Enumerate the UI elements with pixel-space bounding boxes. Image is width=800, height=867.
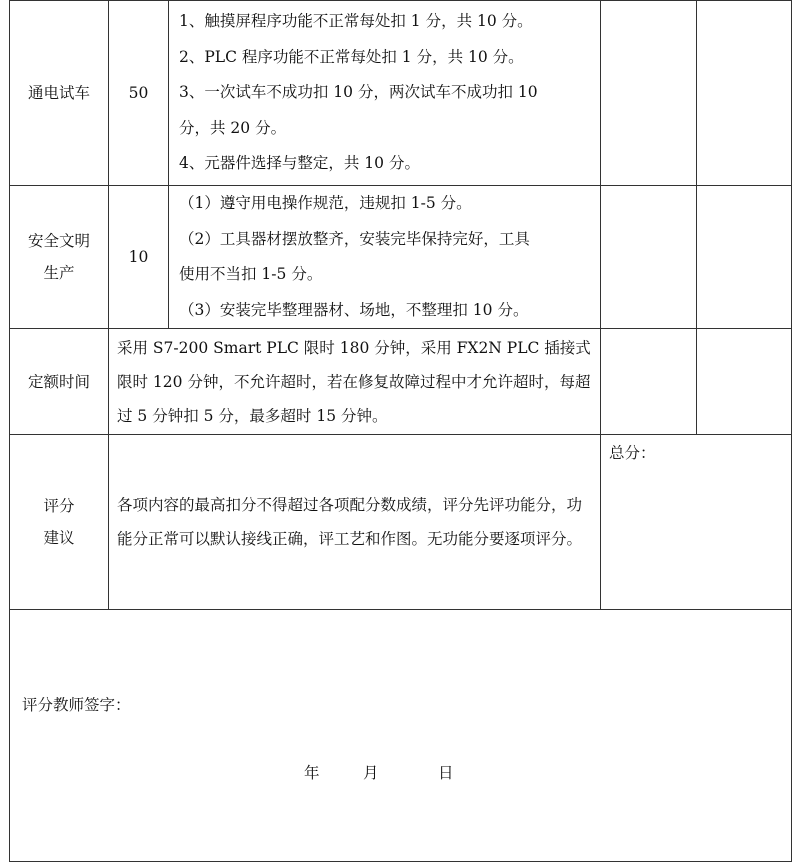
criteria-line: （1）遵守用电操作规范，违规扣 1-5 分。 (179, 194, 472, 212)
criteria-line: 2、PLC 程序功能不正常每处扣 1 分，共 10 分。 (179, 47, 524, 66)
deduction-cell[interactable] (601, 329, 697, 435)
criteria-line: （3）安装完毕整理器材、场地，不整理扣 10 分。 (179, 300, 529, 319)
date-day: 日 (438, 763, 454, 782)
total-score-label: 总分： (609, 444, 656, 462)
score-value: 10 (128, 248, 149, 266)
score-cell (109, 186, 169, 329)
date-month: 月 (363, 763, 379, 782)
item-name-line: 生产 (43, 264, 75, 282)
criteria-line: 使用不当扣 1-5 分。 (179, 265, 323, 283)
item-name-cell (10, 329, 109, 435)
criteria-cell (169, 186, 601, 329)
item-name-cell (10, 1, 109, 186)
criteria-line: 1、触摸屏程序功能不正常每处扣 1 分，共 10 分。 (179, 12, 533, 31)
criteria-line: 3、一次试车不成功扣 10 分，两次试车不成功扣 10 (179, 83, 538, 102)
item-name: 通电试车 (27, 84, 90, 102)
time-limit-text: 采用 S7-200 Smart PLC 限时 180 分钟，采用 FX2N PLC 插接式限时 120 分钟，不允许超时，若在修复故障过程中才允许超时，每超过 5 分钟扣 5 分，最多超时 15 分钟。 (109, 329, 601, 435)
table-row (10, 329, 792, 435)
suggestion-text: 各项内容的最高扣分不得超过各项配分数成绩，评分先评功能分，功能分正常可以默认接线正确，评工艺和作图。无功能分要逐项评分。 (109, 435, 601, 610)
item-name-line: 安全文明 (27, 232, 90, 250)
score-value: 50 (128, 84, 149, 102)
scoring-table (9, 0, 792, 862)
item-name-line: 建议 (43, 529, 75, 547)
item-name-line: 评分 (43, 497, 75, 515)
criteria-line: （2）工具器材摆放整齐，安装完毕保持完好，工具 (179, 229, 530, 248)
item-name-cell (10, 186, 109, 329)
total-score-cell[interactable] (601, 435, 792, 610)
table-row (10, 435, 792, 610)
score-cell (109, 1, 169, 186)
deduction-cell[interactable] (601, 186, 697, 329)
item-name: 定额时间 (27, 372, 90, 391)
item-name-cell (10, 435, 109, 610)
signature-label: 评分教师签字： (22, 695, 131, 714)
criteria-line: 分，共 20 分。 (179, 118, 287, 137)
score-obtained-cell[interactable] (697, 1, 792, 186)
criteria-line: 4、元器件选择与整定，共 10 分。 (179, 154, 420, 173)
table-row (10, 1, 792, 186)
deduction-cell[interactable] (601, 1, 697, 186)
criteria-cell (169, 1, 601, 186)
score-obtained-cell[interactable] (697, 186, 792, 329)
score-obtained-cell[interactable] (697, 329, 792, 435)
signature-cell[interactable] (10, 610, 792, 862)
date-year: 年 (304, 763, 320, 782)
table-row (10, 610, 792, 862)
table-row (10, 186, 792, 329)
